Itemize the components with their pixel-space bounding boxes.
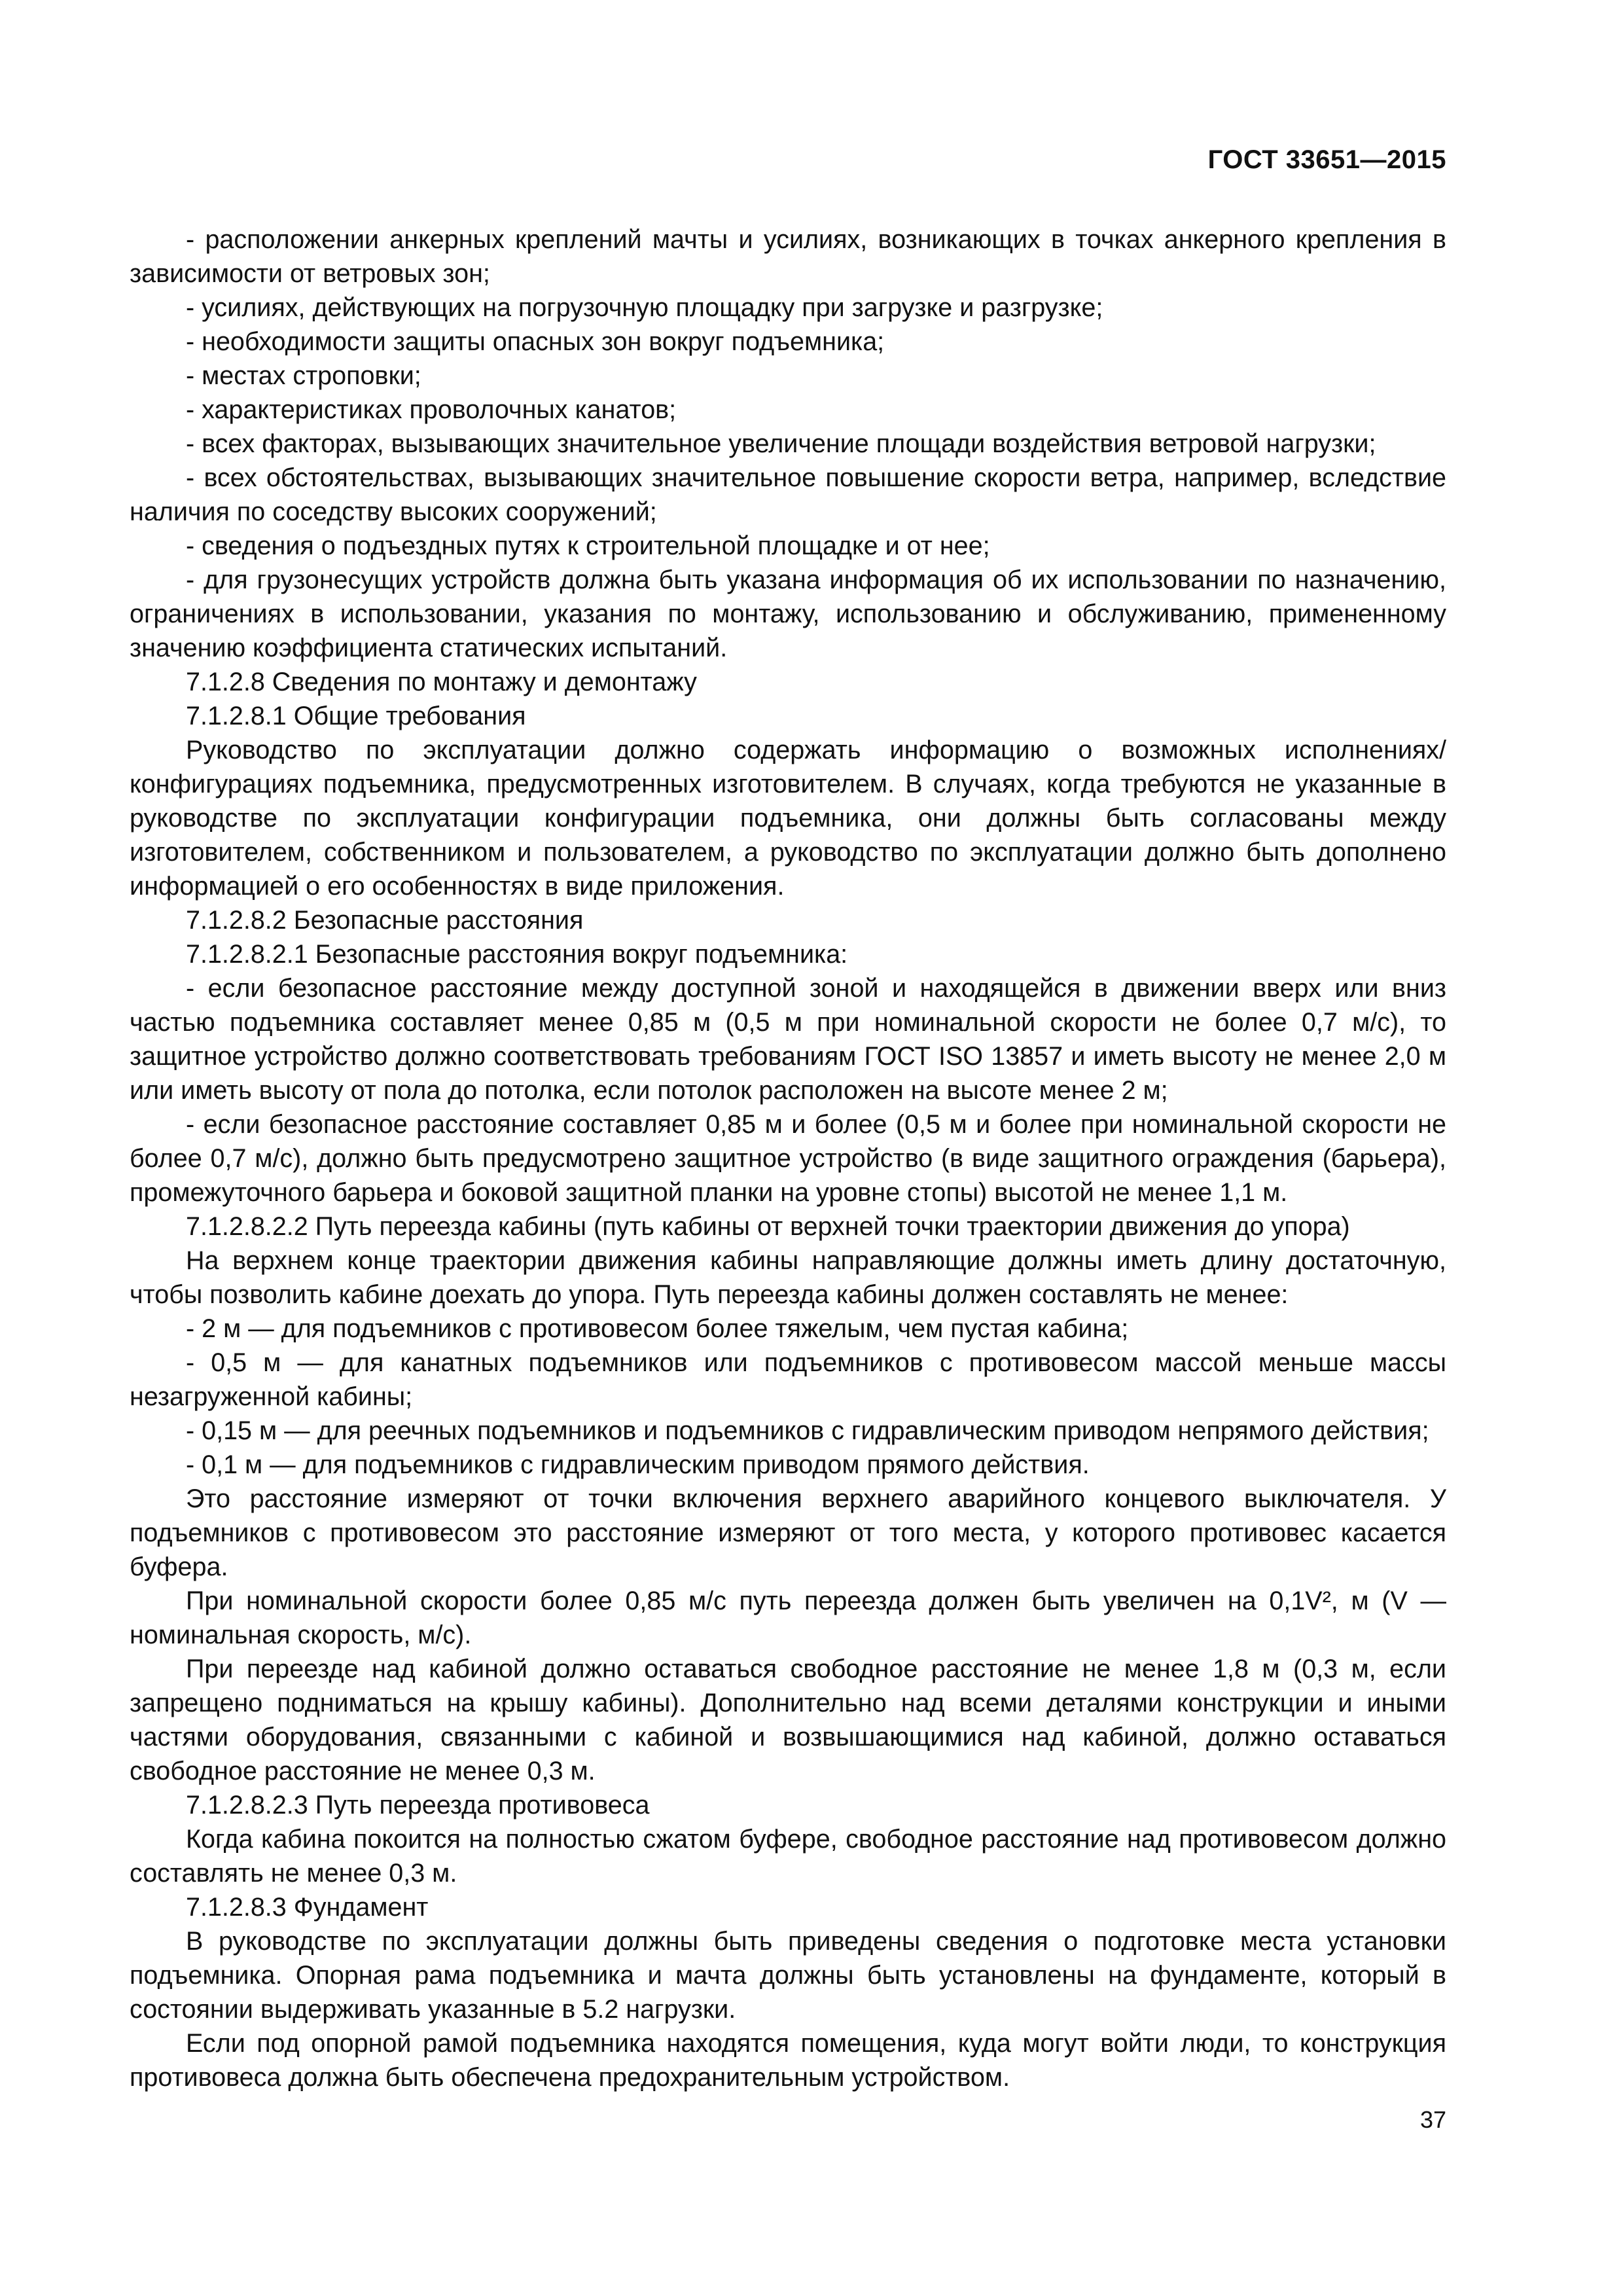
list-item: - сведения о подъездных путях к строительной площадке и от нее; xyxy=(186,531,990,560)
body-paragraph: В руководстве по эксплуатации должны быть приведены сведения о подготовке места установки подъемника. Опорная рама подъемника и мачта должны быть установлены на фундаменте, который в состоянии выдерживать указанные в 5.2 нагрузки. xyxy=(130,1927,1446,2024)
list-item: - расположении анкерных креплений мачты и усилиях, возникающих в точках анкерного крепления в зависимости от ветровых зон; xyxy=(130,225,1446,288)
page-number: 37 xyxy=(1419,2106,1446,2133)
section-heading: 7.1.2.8.2 Безопасные расстояния xyxy=(186,906,584,935)
list-item: - если безопасное расстояние между доступной зоной и находящейся в движении вверх или вниз частью подъемника составляет менее 0,85 м (0,5 м при номинальной скорости не более 0,7 м/с), то защитное устройство должно соответствовать требованиям ГОСТ ISO 13857 и иметь высоту не менее 2,0 м или иметь высоту от пола до потолка, если потолок расположен на высоте менее 2 м; xyxy=(130,974,1446,1105)
list-item: - 0,5 м — для канатных подъемников или подъемников с противовесом массой меньше массы незагруженной кабины; xyxy=(130,1348,1446,1411)
list-item: - местах строповки; xyxy=(186,361,421,390)
list-item: - 0,1 м — для подъемников с гидравлическим приводом прямого действия. xyxy=(186,1450,1090,1479)
section-heading: 7.1.2.8.2.2 Путь переезда кабины (путь кабины от верхней точки траектории движения до упора) xyxy=(186,1212,1350,1241)
body-paragraph: Руководство по эксплуатации должно содержать информацию о возможных исполнениях/конфигурациях подъемника, предусмотренных изготовителем. В случаях, когда требуются не указанные в руководстве по эксплуатации конфигурации подъемника, они должны быть согласованы между изготовителем, собственником и пользователем, а руководство по эксплуатации должно быть дополнено информацией о его особенностях в виде приложения. xyxy=(130,736,1446,901)
body-paragraph: Это расстояние измеряют от точки включения верхнего аварийного концевого выключателя. У подъемников с противовесом это расстояние измеряют от того места, у которого противовес касается буфера. xyxy=(130,1484,1446,1581)
list-item: - характеристиках проволочных канатов; xyxy=(186,395,677,424)
list-item: - 2 м — для подъемников с противовесом более тяжелым, чем пустая кабина; xyxy=(186,1314,1129,1343)
list-item: - всех факторах, вызывающих значительное увеличение площади воздействия ветровой нагрузки; xyxy=(186,429,1376,458)
section-heading: 7.1.2.8.1 Общие требования xyxy=(186,702,526,730)
list-item: - необходимости защиты опасных зон вокруг подъемника; xyxy=(186,327,885,356)
list-item: - для грузонесущих устройств должна быть указана информация об их использовании по назначению, ограничениях в использовании, указания по монтажу, использованию и обслуживанию, примененному значению коэффициента статических испытаний. xyxy=(130,565,1446,662)
body-paragraph: При переезде над кабиной должно оставаться свободное расстояние не менее 1,8 м (0,3 м, если запрещено подниматься на крышу кабины). Дополнительно над всеми деталями конструкции и иными частями оборудования, связанными с кабиной и возвышающимися над кабиной, должно оставаться свободное расстояние не менее 0,3 м. xyxy=(130,1655,1446,1785)
list-item: - усилиях, действующих на погрузочную площадку при загрузке и разгрузке; xyxy=(186,293,1103,322)
body-paragraph: При номинальной скорости более 0,85 м/с путь переезда должен быть увеличен на 0,1V², м (V — номинальная скорость, м/с). xyxy=(130,1587,1446,1649)
section-heading: 7.1.2.8.3 Фундамент xyxy=(186,1893,429,1922)
list-item: - если безопасное расстояние составляет 0,85 м и более (0,5 м и более при номинальной скорости не более 0,7 м/с), должно быть предусмотрено защитное устройство (в виде защитного ограждения (барьера), промежуточного барьера и боковой защитной планки на уровне стопы) высотой не менее 1,1 м. xyxy=(130,1110,1446,1207)
body-paragraph: Если под опорной рамой подъемника находятся помещения, куда могут войти люди, то конструкция противовеса должна быть обеспечена предохранительным устройством. xyxy=(130,2029,1446,2092)
section-heading: 7.1.2.8 Сведения по монтажу и демонтажу xyxy=(186,668,697,696)
document-body xyxy=(130,223,1446,2094)
section-heading: 7.1.2.8.2.3 Путь переезда противовеса xyxy=(186,1791,650,1820)
list-item: - всех обстоятельствах, вызывающих значительное повышение скорости ветра, например, вследствие наличия по соседству высоких сооружений; xyxy=(130,463,1446,526)
body-paragraph: Когда кабина покоится на полностью сжатом буфере, свободное расстояние над противовесом должно составлять не менее 0,3 м. xyxy=(130,1825,1446,1888)
document-header: ГОСТ 33651—2015 xyxy=(1207,145,1446,174)
body-paragraph: На верхнем конце траектории движения кабины направляющие должны иметь длину достаточную, чтобы позволить кабине доехать до упора. Путь переезда кабины должен составлять не менее: xyxy=(130,1246,1446,1309)
section-heading: 7.1.2.8.2.1 Безопасные расстояния вокруг подъемника: xyxy=(186,940,848,969)
list-item: - 0,15 м — для реечных подъемников и подъемников с гидравлическим приводом непрямого действия; xyxy=(186,1416,1429,1445)
